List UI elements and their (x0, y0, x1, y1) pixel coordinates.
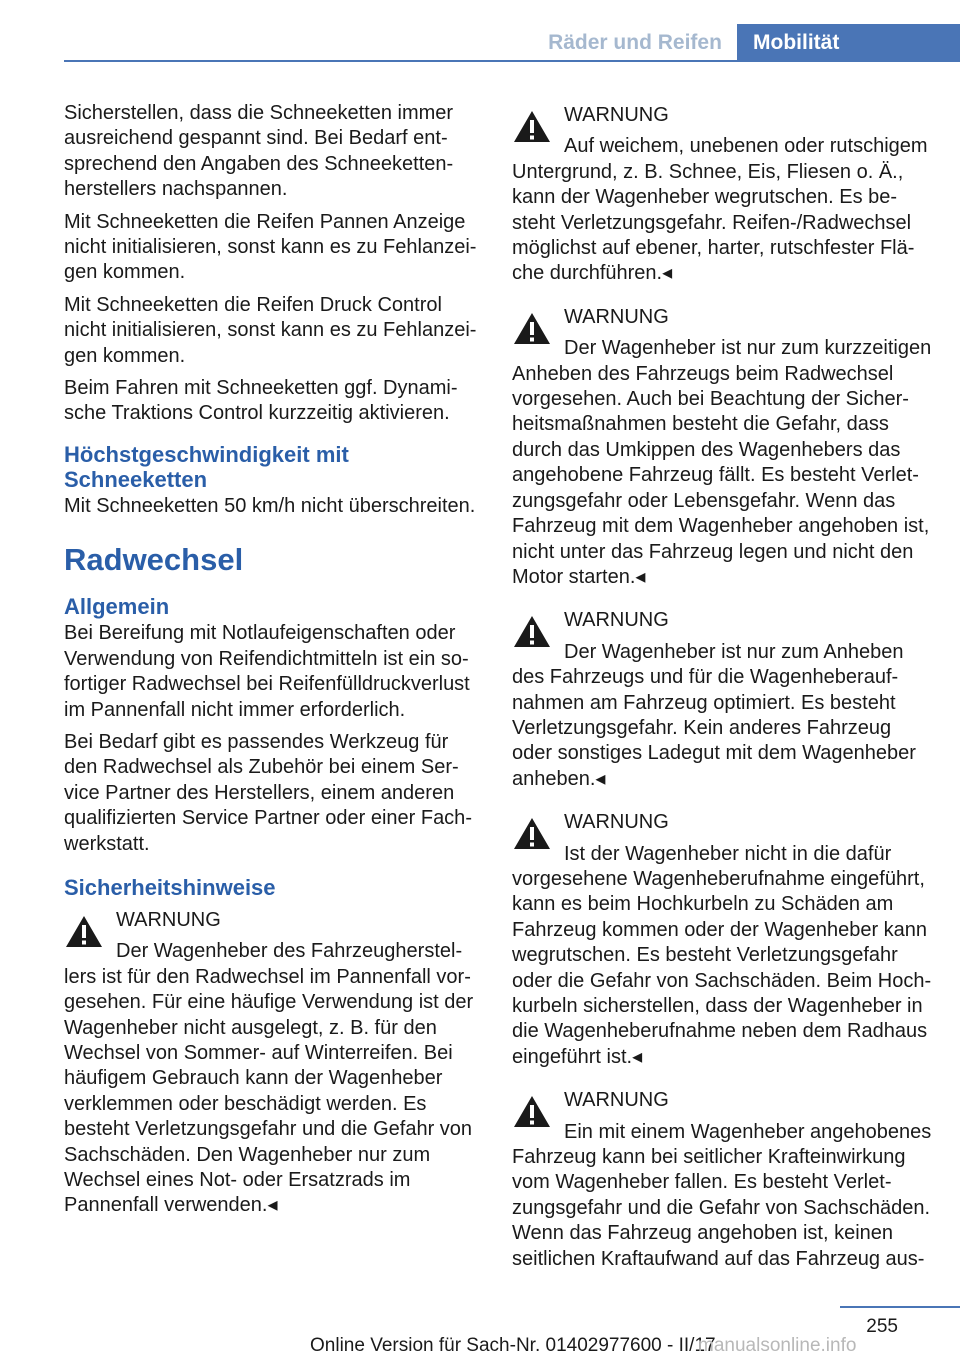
paragraph-notlaufeigenschaften: Bei Bereifung mit Notlaufeigenschaften oder Verwendung von Reifendichtmitteln ist ein sofortiger Radwechsel bei Reifenfülldruckverlust im Pannenfall nicht immer erforderlich. (64, 622, 470, 721)
warning-triangle-icon (512, 1094, 552, 1129)
warning-triangle-icon (512, 109, 552, 144)
page-number: 255 (866, 1316, 898, 1337)
footer-divider (840, 1306, 960, 1308)
right-column (512, 103, 932, 1290)
warning-body: Der Wagenheber ist nur zum Anheben des Fahrzeugs und für die Wagenheberaufnahmen am Fahrzeug optimiert. Es besteht Verletzungsgefahr. Kein anderes Fahrzeug oder sonstiges Ladegut mit dem Wagenheber anheben.◂ (512, 640, 916, 790)
warning-triangle-icon (512, 614, 552, 649)
warning-triangle-icon (512, 816, 552, 851)
warning-title: WARNUNG (564, 1089, 669, 1112)
warning-title: WARNUNG (564, 811, 669, 834)
warning-body: Der Wagenheber ist nur zum kurzzeitigen Anheben des Fahrzeugs beim Radwechsel vorgesehen. Auch bei Beachtung der Sicherheitsmaßnahmen besteht die Gefahr, dass durch das Umkippen des Wagenhebers das angehobene Fahrzeug fällt. Es besteht Verletzungsgefahr oder Lebensgefahr. Wenn das Fahrzeug mit dem Wagenheber angehoben ist, nicht unter das Fahrzeug legen und nicht den Motor starten.◂ (512, 337, 932, 588)
tab-raeder-und-reifen[interactable]: Räder und Reifen (535, 24, 735, 62)
warning-block (512, 608, 932, 792)
paragraph-traktions-control: Beim Fahren mit Schneeketten ggf. Dynamische Traktions Control kurzzeitig aktivieren. (64, 377, 458, 425)
warning-body: Auf weichem, unebenen oder rutschigem Untergrund, z. B. Schnee, Eis, Fliesen o. Ä., kann der Wagenheber wegrutschen. Es besteht Verletzungsgefahr. Reifen-/Radwechsel möglichst auf ebener, harter, rutschfester Fläche durchführen.◂ (512, 135, 928, 285)
warning-triangle-icon (512, 311, 552, 346)
paragraph-druck-control: Mit Schneeketten die Reifen Druck Control nicht initialisieren, sonst kann es zu Fehlanzeigen kommen. (64, 293, 477, 367)
left-column (64, 101, 482, 1237)
warning-block (512, 103, 932, 287)
online-version-note: Online Version für Sach-Nr. 01402977600 - II/17 (310, 1335, 716, 1356)
warning-body: Ein mit einem Wagenheber angehobenes Fahrzeug kann bei seitlicher Krafteinwirkung vom Wagenheber fallen. Es besteht Verletzungsgefahr und die Gefahr von Sachschäden. Wenn das Fahrzeug angehoben ist, keinen seitlichen Kraftaufwand auf das Fahrzeug aus- (512, 1120, 932, 1270)
heading-sicherheitshinweise: Sicherheitshinweise (64, 874, 276, 900)
warning-title: WARNUNG (564, 609, 669, 632)
paragraph-pannen-anzeige: Mit Schneeketten die Reifen Pannen Anzeige nicht initialisieren, sonst kann es zu Fehlanzeigen kommen. (64, 210, 477, 284)
page-header (0, 24, 960, 62)
warning-title: WARNUNG (116, 908, 221, 931)
heading-hoechstgeschwindigkeit: Höchstgeschwindigkeit mit Schneeketten (64, 441, 349, 492)
heading-radwechsel: Radwechsel (64, 542, 244, 578)
warning-body: Ist der Wagenheber nicht in die dafür vorgesehene Wagenheberufnahme eingeführt, kann es beim Hochkurbeln zu Schäden am Fahrzeug kommen oder der Wagenheber kann wegrutschen. Es besteht Verletzungsgefahr oder die Gefahr von Sachschäden. Beim Hochkurbeln sicherstellen, dass der Wagenheber in die Wagenheberufnahme neben dem Radhaus eingeführt ist.◂ (512, 842, 932, 1068)
warning-block (64, 908, 482, 1219)
paragraph-hoechstgeschwindigkeit: Mit Schneeketten 50 km/h nicht überschreiten. (64, 494, 476, 517)
paragraph-werkzeug: Bei Bedarf gibt es passendes Werkzeug für den Radwechsel als Zubehör bei einem Service Partner des Herstellers, einem anderen qualifizierten Service Partner oder einer Fachwerkstatt. (64, 730, 472, 855)
tab-mobilitaet[interactable]: Mobilität (737, 24, 960, 62)
watermark: manualsonline.info (698, 1335, 857, 1356)
warning-block (512, 810, 932, 1070)
paragraph-schneeketten-spannen: Sicherstellen, dass die Schneeketten immer ausreichend gespannt sind. Bei Bedarf entsprechend den Angaben des Schneekettenherstellers nachspannen. (64, 102, 454, 201)
warning-block (512, 1088, 932, 1272)
warning-block (512, 305, 932, 590)
warning-body: Der Wagenheber des Fahrzeugherstellers ist für den Radwechsel im Pannenfall vorgesehen. Für eine häufige Verwendung ist der Wagenheber nicht ausgelegt, z. B. für den Wechsel von Sommer- auf Winterreifen. Bei häufigem Gebrauch kann der Wagenheber verklemmen oder beschädigt werden. Es besteht Verletzungsgefahr und die Gefahr von Sachschäden. Den Wagenheber nur zum Wechsel eines Not- oder Ersatzrads im Pannenfall verwenden.◂ (64, 940, 474, 1217)
warning-title: WARNUNG (564, 104, 669, 126)
header-divider (64, 60, 960, 62)
warning-title: WARNUNG (564, 305, 669, 328)
heading-allgemein: Allgemein (64, 594, 170, 620)
warning-triangle-icon (64, 914, 104, 949)
